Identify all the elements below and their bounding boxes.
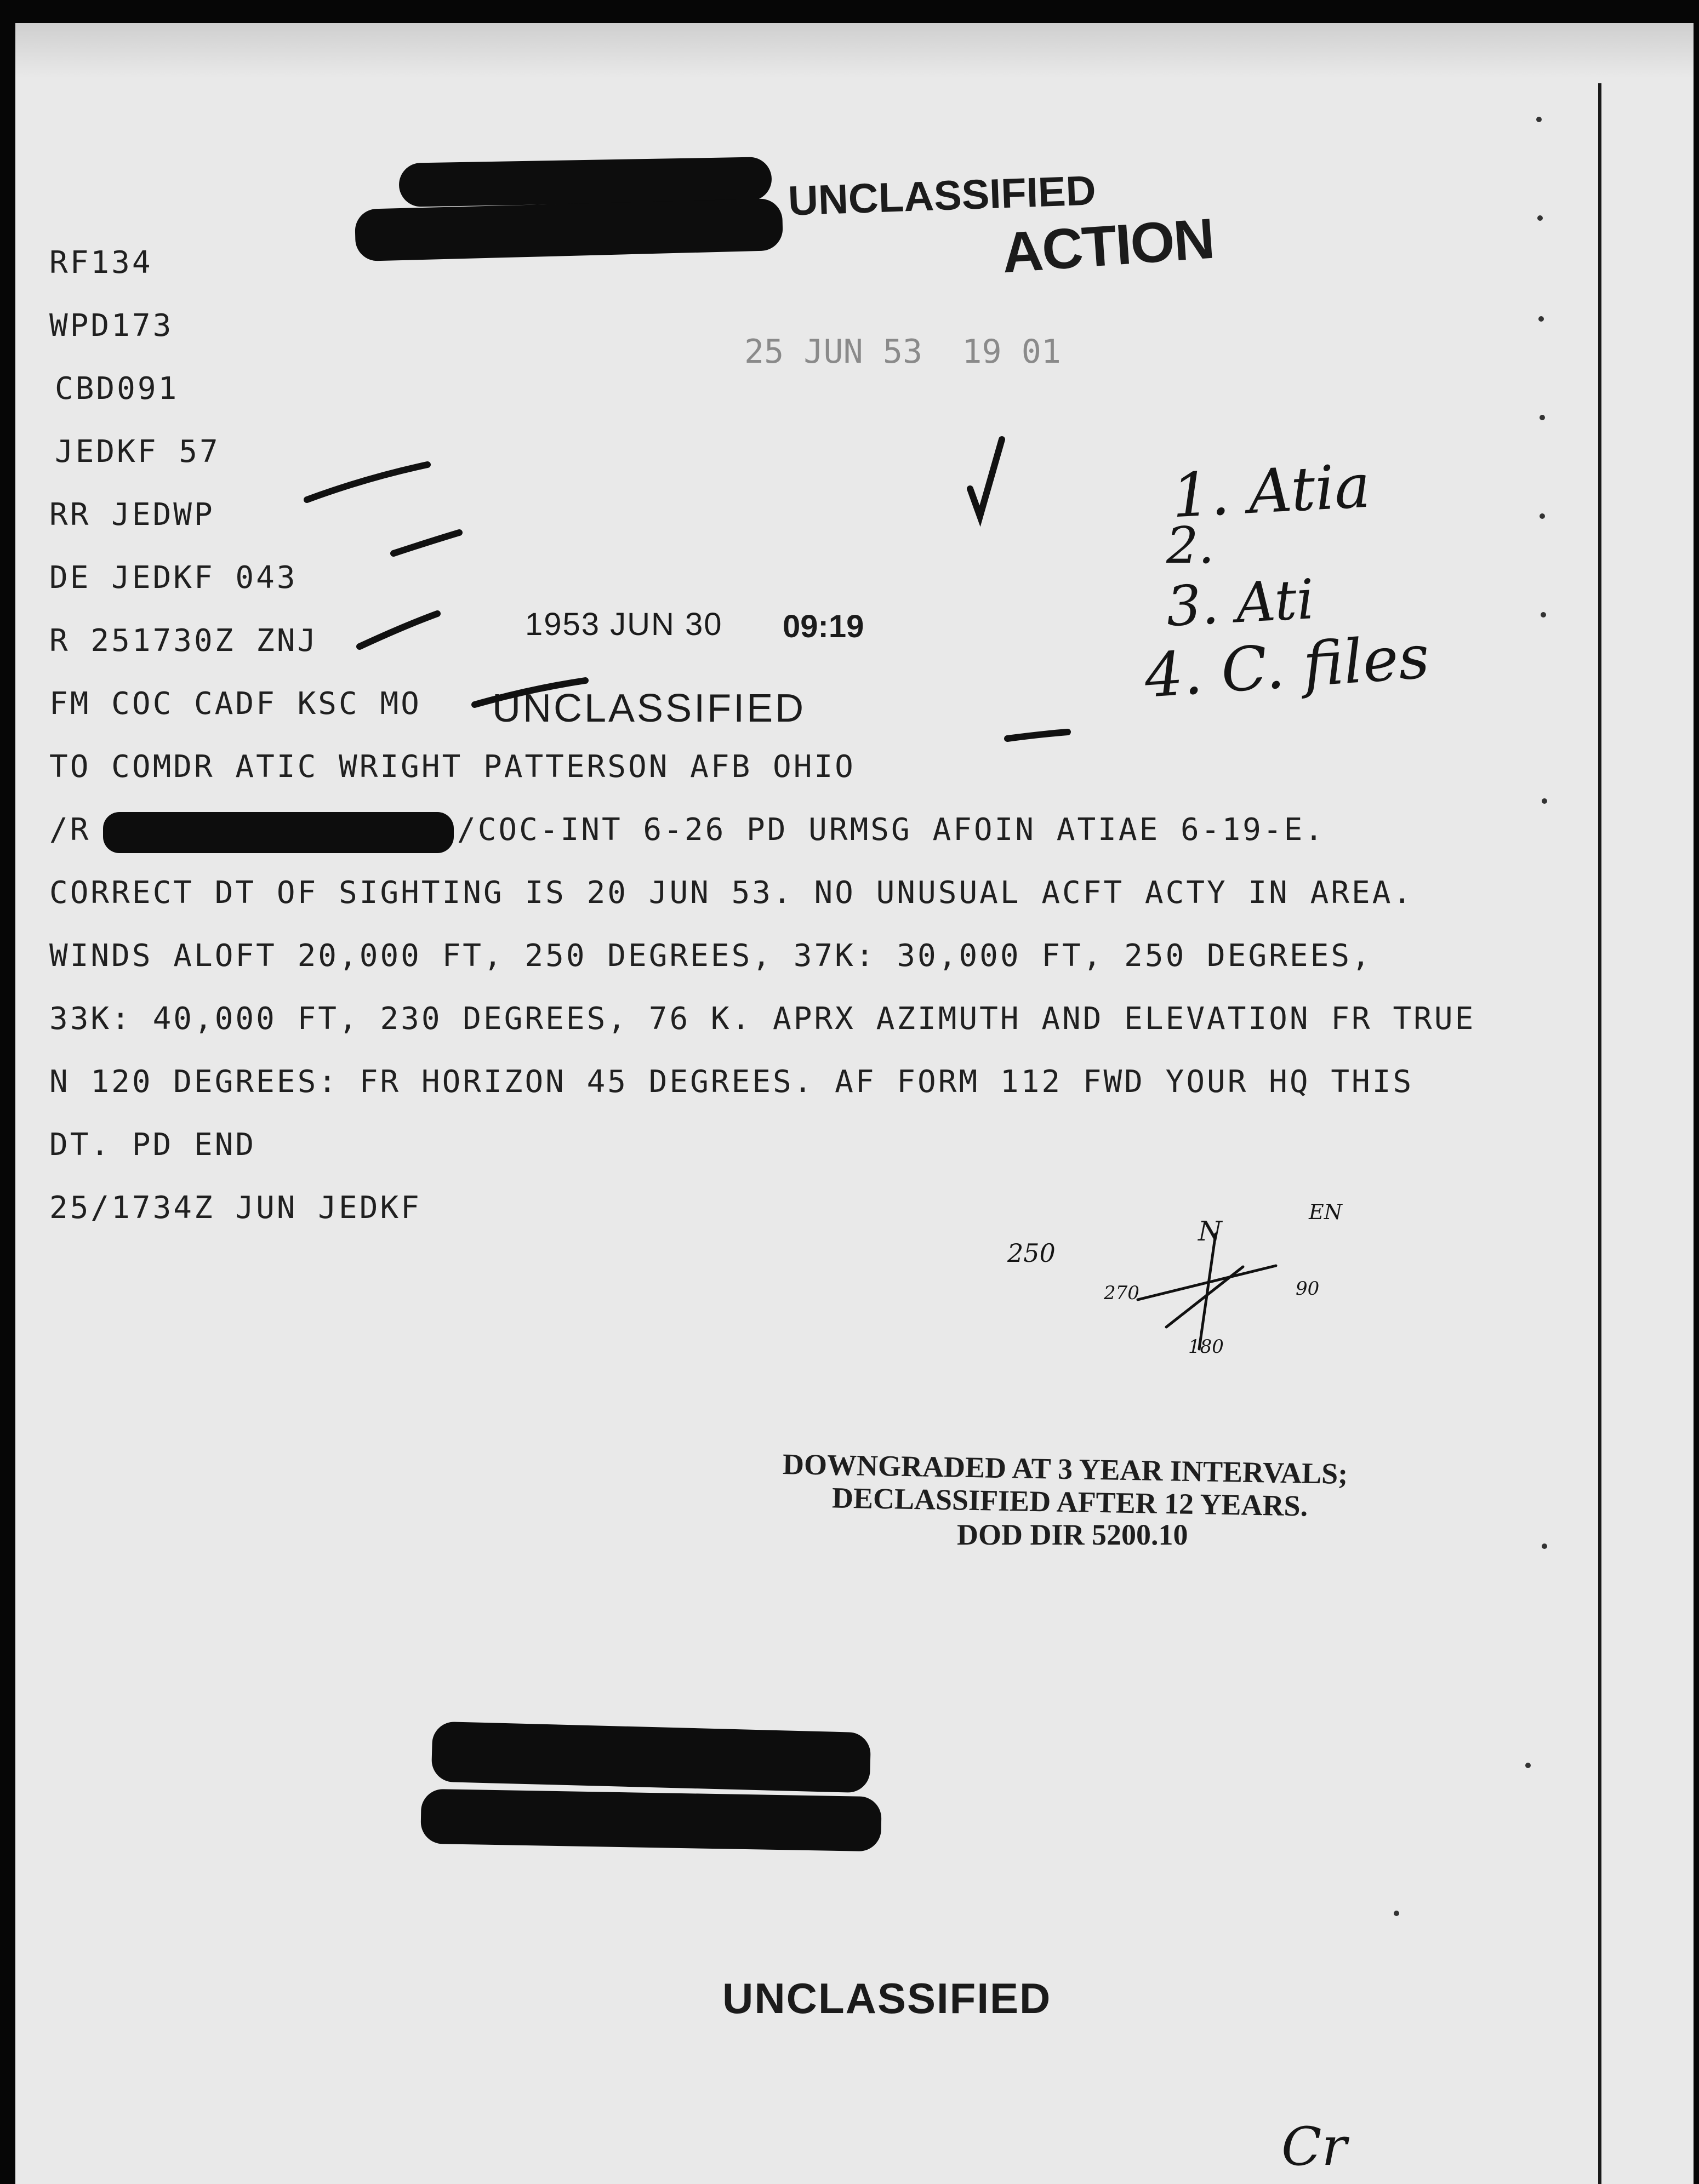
handwritten-initials: Cr bbox=[1281, 2116, 1347, 2177]
header-line-6: DE JEDKF 043 bbox=[49, 560, 298, 596]
classification-stamp-mid: UNCLASSIFIED bbox=[492, 687, 806, 730]
compass-heading-label: 250 bbox=[1007, 1238, 1056, 1268]
body-line-5: DT. PD END bbox=[49, 1127, 256, 1163]
compass-south-label: 180 bbox=[1188, 1336, 1224, 1358]
pen-stroke-1 bbox=[307, 465, 427, 500]
from-line: FM COC CADF KSC MO bbox=[49, 686, 421, 722]
declassification-line-3: DOD DIR 5200.10 bbox=[957, 1518, 1188, 1551]
date-time-group: 25/1734Z JUN JEDKF bbox=[49, 1190, 421, 1226]
handwritten-routing-4: 4. C. files bbox=[1142, 621, 1432, 711]
received-date-stamp: 1953 JUN 30 bbox=[525, 607, 723, 642]
handwritten-routing-1: 1. Atia bbox=[1170, 450, 1372, 531]
handwritten-routing-3: 3. Ati bbox=[1165, 567, 1316, 639]
header-line-2: WPD173 bbox=[49, 308, 174, 344]
header-line-1: RF134 bbox=[49, 245, 153, 281]
faint-received-stamp: 25 JUN 53 19 01 bbox=[744, 333, 1061, 371]
compass-east-label: 90 bbox=[1296, 1278, 1320, 1300]
pen-stroke-3 bbox=[360, 614, 437, 647]
compass-west-label: 270 bbox=[1104, 1282, 1139, 1304]
body-line-4: N 120 DEGREES: FR HORIZON 45 DEGREES. AF FORM 112 FWD YOUR HQ THIS bbox=[49, 1064, 1414, 1100]
action-stamp: ACTION bbox=[1000, 207, 1216, 285]
declassification-line-2: DECLASSIFIED AFTER 12 YEARS. bbox=[831, 1481, 1308, 1523]
declassification-line-1: DOWNGRADED AT 3 YEAR INTERVALS; bbox=[782, 1448, 1348, 1490]
body-line-1: CORRECT DT OF SIGHTING IS 20 JUN 53. NO UNUSUAL ACFT ACTY IN AREA. bbox=[49, 875, 1414, 911]
to-line: TO COMDR ATIC WRIGHT PATTERSON AFB OHIO bbox=[49, 749, 856, 785]
classification-stamp-top: UNCLASSIFIED bbox=[787, 167, 1097, 225]
reference-prefix: /R bbox=[49, 812, 91, 848]
compass-north-label: N bbox=[1198, 1215, 1222, 1247]
check-mark bbox=[970, 439, 1002, 516]
header-line-4: JEDKF 57 bbox=[55, 434, 220, 470]
pen-stroke-4 bbox=[475, 681, 585, 705]
compass-note-label: EN bbox=[1309, 1200, 1342, 1224]
teletype-message-page bbox=[15, 23, 1694, 2184]
header-line-3: CBD091 bbox=[55, 371, 179, 407]
pen-marks-layer bbox=[15, 23, 1694, 2184]
compass-sketch bbox=[1138, 1234, 1276, 1349]
pen-stroke-5 bbox=[1007, 732, 1068, 739]
reference-suffix: /COC-INT 6-26 PD URMSG AFOIN ATIAE 6-19-E. bbox=[457, 812, 1326, 848]
pen-stroke-2 bbox=[394, 533, 459, 553]
header-line-7: R 251730Z ZNJ bbox=[49, 623, 318, 659]
body-line-2: WINDS ALOFT 20,000 FT, 250 DEGREES, 37K: 30,000 FT, 250 DEGREES, bbox=[49, 938, 1372, 974]
handwritten-routing-2: 2. bbox=[1166, 516, 1215, 575]
body-line-3: 33K: 40,000 FT, 230 DEGREES, 76 K. APRX AZIMUTH AND ELEVATION FR TRUE bbox=[49, 1001, 1476, 1037]
header-line-5: RR JEDWP bbox=[49, 497, 215, 533]
classification-stamp-bottom: UNCLASSIFIED bbox=[722, 1974, 1052, 2022]
received-time-stamp: 09:19 bbox=[783, 609, 864, 644]
margin-ticks bbox=[1394, 117, 1547, 1916]
